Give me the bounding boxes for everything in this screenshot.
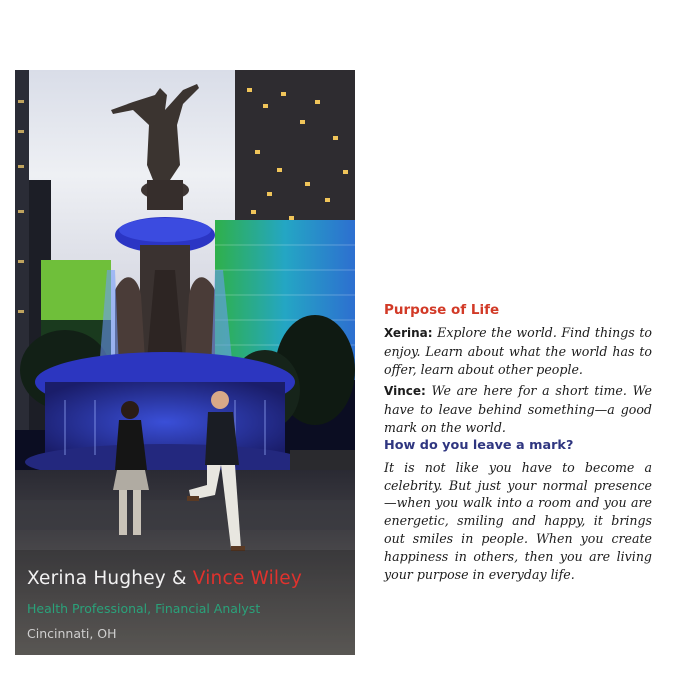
photo-caption-roles: Health Professional, Financial Analyst: [27, 601, 261, 616]
speaker-label: Xerina:: [384, 326, 433, 340]
speaker-label: Vince:: [384, 384, 426, 399]
caption-name-1: Xerina Hughey: [27, 568, 166, 589]
caption-name-2: Vince Wiley: [192, 568, 302, 589]
photo-caption-names: [27, 568, 302, 589]
article-heading: Purpose of Life: [384, 302, 500, 318]
article-subheading: How do you leave a mark?: [384, 437, 574, 453]
caption-ampersand: &: [165, 568, 193, 589]
quote-text: Explore the world. Find things to enjoy. Learn about what the world has to offer, learn about other people.: [384, 325, 652, 377]
article-body: It is not like you have to become a celebrity. But just your normal presence—when you walk into a room and you are energetic, smiling and happy, it brings out smiles in people. When you create happiness in others, then you are living your purpose in everyday life.: [384, 459, 652, 582]
photo-caption-location: Cincinnati, OH: [27, 626, 117, 641]
quote-vince: [384, 382, 652, 436]
article-column: [384, 302, 652, 583]
quote-xerina: [384, 324, 652, 378]
quote-text: We are here for a short time. We have to leave behind something—a good mark on the world.: [384, 383, 652, 435]
fountain-photo: [15, 70, 355, 655]
